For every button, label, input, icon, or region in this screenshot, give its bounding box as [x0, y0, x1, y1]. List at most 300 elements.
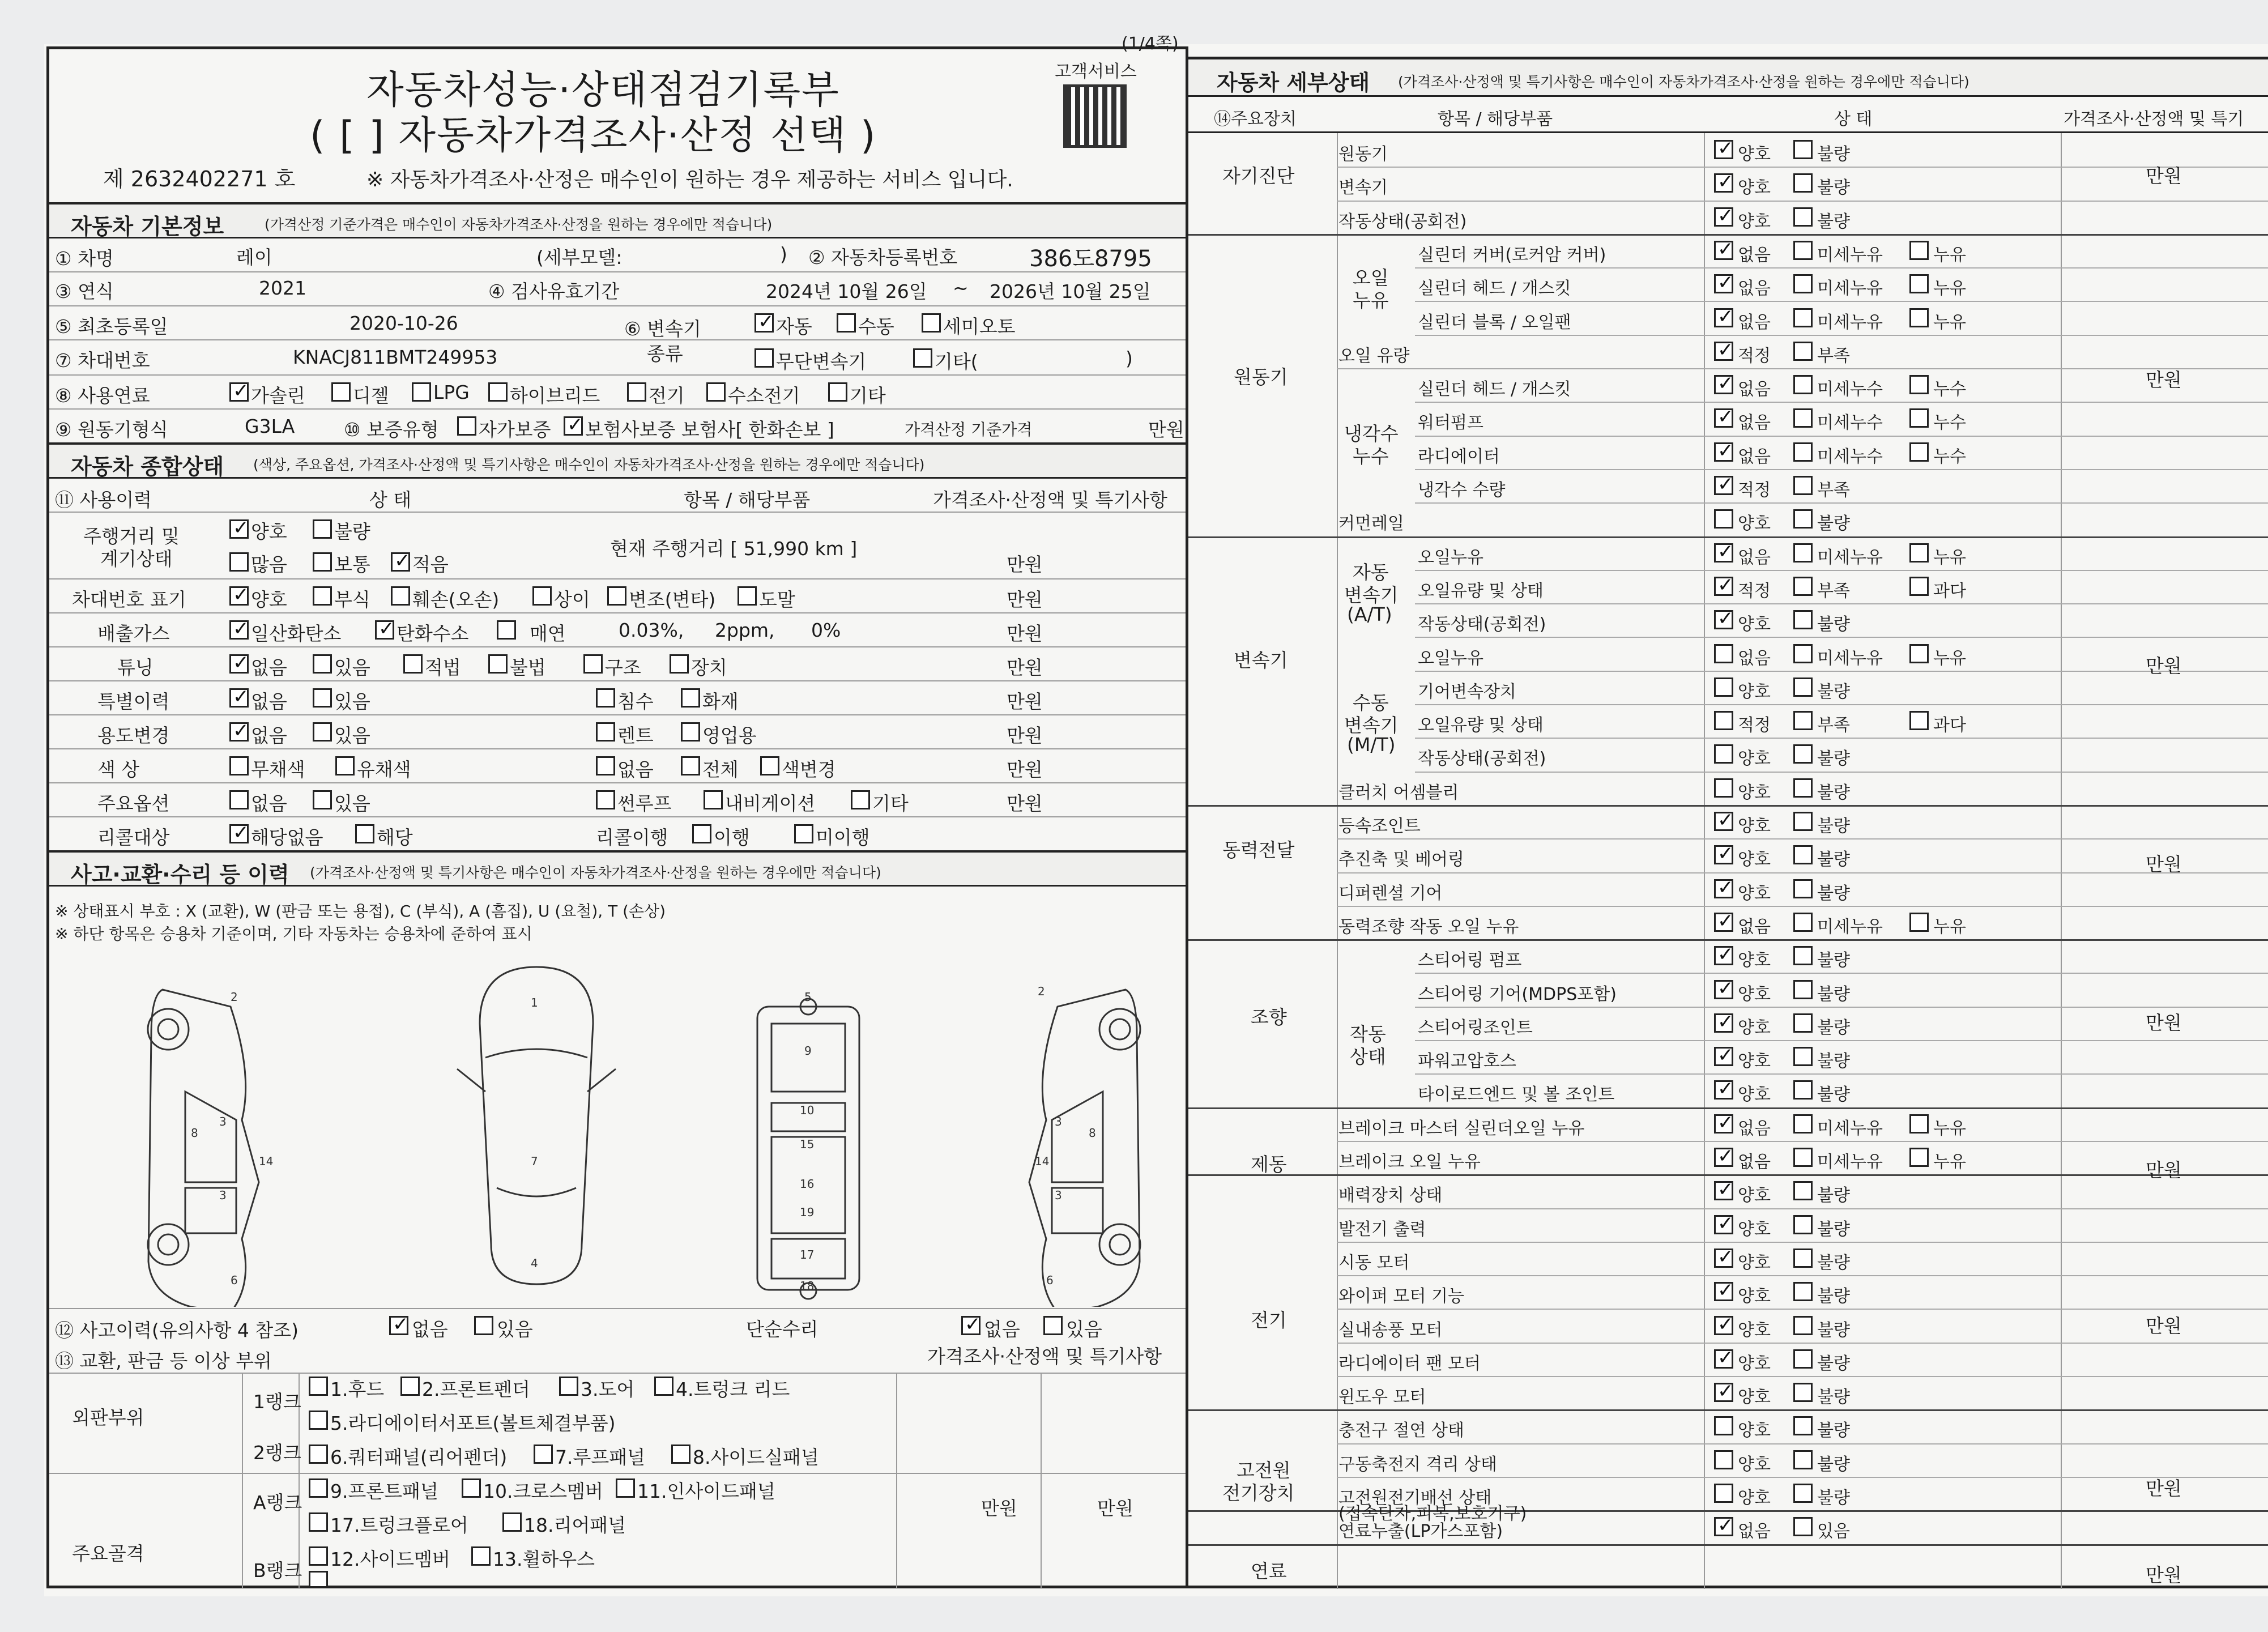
detail-option-checkbox[interactable] [1909, 241, 1929, 260]
color-change-label: 색변경 [782, 759, 836, 781]
detail-option-checkbox[interactable] [1714, 913, 1733, 932]
color-change-checkbox[interactable] [760, 756, 779, 775]
label-outer-panels: 외판부위 [72, 1407, 144, 1429]
recall-done-checkbox[interactable] [692, 824, 711, 843]
part-4-label: 4.트렁크 리드 [676, 1378, 790, 1400]
part-13-checkbox[interactable] [471, 1546, 491, 1566]
part-18-label: 18.리어패널 [524, 1514, 626, 1536]
tuning-device-label: 장치 [691, 657, 727, 679]
detail-option-label: 미세누유 [1817, 917, 1883, 937]
valid-from: 2024년 10월 26일 [766, 280, 927, 302]
detail-item-name: 와이퍼 모터 기능 [1338, 1286, 1464, 1307]
detail-row [1188, 201, 2268, 236]
page-label: (1/4쪽) [1122, 34, 1179, 54]
tuning-yes-checkbox[interactable] [313, 654, 332, 674]
business-checkbox[interactable] [681, 722, 700, 742]
detail-option-checkbox[interactable] [1714, 577, 1733, 596]
detail-option-checkbox[interactable] [1714, 140, 1733, 159]
tuning-legal-checkbox[interactable] [403, 654, 423, 674]
detail-option-checkbox[interactable] [1714, 711, 1733, 730]
special-price-unit: 만원 [1007, 691, 1043, 713]
detail-option-checkbox[interactable] [1793, 408, 1813, 428]
tuning-struct-checkbox[interactable] [583, 654, 603, 674]
detail-item-name: 작동상태(공회전) [1418, 749, 1546, 769]
trans-manual-checkbox[interactable] [837, 313, 856, 333]
detail-option-checkbox[interactable] [1793, 241, 1813, 260]
detail-option-checkbox[interactable] [1714, 946, 1733, 965]
detail-option-checkbox[interactable] [1714, 241, 1733, 260]
recall-notdone-checkbox[interactable] [794, 824, 813, 843]
repair-none-checkbox[interactable] [961, 1316, 980, 1335]
achromatic-checkbox[interactable] [229, 756, 249, 775]
detail-option-label: 양호 [1738, 1051, 1771, 1072]
options-other-checkbox[interactable] [851, 790, 870, 809]
fire-checkbox[interactable] [681, 688, 700, 708]
detail-option-checkbox[interactable] [1793, 342, 1813, 361]
detail-option-checkbox[interactable] [1909, 375, 1929, 394]
vin-altered-checkbox[interactable] [607, 586, 626, 606]
label-color: 색 상 [97, 759, 140, 781]
detail-option-checkbox[interactable] [1793, 1215, 1813, 1234]
detail-item-name: 라디에이터 [1418, 446, 1500, 467]
detail-option-checkbox[interactable] [1793, 1282, 1813, 1301]
detail-option-checkbox[interactable] [1714, 1517, 1733, 1536]
recall-na-checkbox[interactable] [229, 824, 249, 843]
warranty-self-checkbox[interactable] [457, 416, 476, 436]
detail-option-checkbox[interactable] [1793, 476, 1813, 495]
group-electrical: 전기 [1251, 1309, 1287, 1331]
row-first-reg [49, 305, 1186, 340]
vin-damage-checkbox[interactable] [391, 586, 410, 606]
recall-yes-checkbox[interactable] [355, 824, 374, 843]
detail-option-checkbox[interactable] [1793, 1148, 1813, 1167]
part-2-checkbox[interactable] [400, 1377, 420, 1396]
detail-option-checkbox[interactable] [1793, 913, 1813, 932]
detail-item-name: 원동기 [1338, 144, 1388, 164]
fuel-diesel-checkbox[interactable] [331, 382, 351, 402]
detail-option-checkbox[interactable] [1909, 308, 1929, 327]
detail-option-checkbox[interactable] [1909, 577, 1929, 596]
vin-diff-checkbox[interactable] [532, 586, 552, 606]
part-5-checkbox[interactable] [309, 1411, 328, 1430]
detail-option-label: 불량 [1817, 782, 1850, 803]
detail-option-checkbox[interactable] [1714, 744, 1733, 764]
detail-option-checkbox[interactable] [1714, 610, 1733, 629]
detail-row [1188, 1376, 2268, 1411]
part-1-checkbox[interactable] [309, 1377, 328, 1396]
detail-item-name: 실린더 헤드 / 개스킷 [1418, 279, 1571, 299]
color-none-checkbox[interactable] [596, 756, 615, 775]
warranty-insurer-label: 보험사보증 보험사[ 한화손보 ] [585, 419, 834, 441]
detail-option-checkbox[interactable] [1714, 1383, 1733, 1402]
detail-option-label: 양호 [1738, 1387, 1771, 1408]
detail-option-checkbox[interactable] [1793, 1450, 1813, 1469]
overall-title: 자동차 종합상태 [71, 454, 224, 479]
price-electrical: 만원 [2146, 1315, 2182, 1337]
detail-option-label: 누유 [1933, 1118, 1966, 1139]
trans-semi-checkbox[interactable] [922, 313, 941, 333]
detail-option-checkbox[interactable] [1714, 442, 1733, 462]
detail-option-checkbox[interactable] [1793, 1013, 1813, 1033]
fuel-hybrid-checkbox[interactable] [488, 382, 508, 402]
gauge-good-checkbox[interactable] [229, 519, 249, 539]
row-engine [49, 408, 1186, 442]
detail-option-checkbox[interactable] [1714, 1316, 1733, 1335]
detail-option-checkbox[interactable] [1714, 644, 1733, 663]
detail-option-label: 미세누유 [1817, 279, 1883, 299]
detail-option-checkbox[interactable] [1793, 375, 1813, 394]
fuel-hybrid-label: 하이브리드 [510, 385, 600, 407]
detail-row [1415, 536, 2268, 571]
detail-option-label: 불량 [1817, 1454, 1850, 1475]
detail-option-checkbox[interactable] [1793, 1383, 1813, 1402]
detail-item-name: 실린더 커버(로커암 커버) [1418, 245, 1606, 265]
detail-option-checkbox[interactable] [1793, 677, 1813, 697]
detail-option-checkbox[interactable] [1909, 644, 1929, 663]
mileage-normal-checkbox[interactable] [313, 552, 332, 572]
detail-option-label: 미세누수 [1817, 446, 1883, 467]
accident-yes-checkbox[interactable] [474, 1316, 493, 1335]
tuning-device-checkbox[interactable] [670, 654, 689, 674]
detail-option-checkbox[interactable] [1793, 980, 1813, 999]
sub-mt-3: (M/T) [1347, 734, 1396, 756]
detail-option-label: 양호 [1738, 1454, 1771, 1475]
sub-oil-leak-1: 오일 [1353, 267, 1389, 289]
part-8-checkbox[interactable] [671, 1444, 690, 1464]
recall-notdone-label: 미이행 [816, 826, 870, 849]
detail-option-checkbox[interactable] [1714, 879, 1733, 898]
row-year [49, 271, 1186, 306]
svg-text:8: 8 [191, 1126, 198, 1140]
flood-checkbox[interactable] [596, 688, 615, 708]
label-transmission: ⑥ 변속기 [624, 318, 701, 340]
detail-option-checkbox[interactable] [1714, 1148, 1733, 1167]
detail-option-label: 누유 [1933, 917, 1966, 937]
color-price-unit: 만원 [1007, 759, 1043, 781]
detail-option-checkbox[interactable] [1909, 1148, 1929, 1167]
hc-checkbox[interactable] [375, 620, 394, 640]
detail-note: (가격조사·산정액 및 특기사항은 매수인이 자동차가격조사·산정을 원하는 경우에만 적습니다) [1398, 74, 1969, 90]
gauge-bad-checkbox[interactable] [313, 519, 332, 539]
fuel-ev-checkbox[interactable] [627, 382, 646, 402]
label-simple-repair: 단순수리 [746, 1318, 818, 1340]
detail-option-checkbox[interactable] [1793, 1248, 1813, 1268]
repair-none-label: 없음 [984, 1318, 1020, 1340]
options-yes-checkbox[interactable] [313, 790, 332, 809]
detail-option-checkbox[interactable] [1793, 1114, 1813, 1134]
group-high-voltage-2: 전기장치 [1222, 1482, 1295, 1504]
label-first-reg: ⑤ 최초등록일 [55, 316, 168, 338]
detail-option-label: 누유 [1933, 648, 1966, 668]
detail-option-checkbox[interactable] [1714, 1349, 1733, 1369]
group-steering: 조향 [1251, 1006, 1287, 1028]
detail-option-checkbox[interactable] [1793, 778, 1813, 798]
vin-rust-checkbox[interactable] [313, 586, 332, 606]
detail-option-checkbox[interactable] [1793, 1316, 1813, 1335]
row-mileage [49, 512, 1186, 579]
detail-option-label: 부족 [1817, 346, 1850, 366]
detail-option-checkbox[interactable] [1714, 207, 1733, 227]
detail-option-checkbox[interactable] [1793, 644, 1813, 663]
navi-label: 내비게이션 [725, 792, 816, 815]
detail-row [1188, 906, 2268, 941]
detail-option-label: 불량 [1817, 749, 1850, 769]
detail-option-checkbox[interactable] [1714, 980, 1733, 999]
detail-option-checkbox[interactable] [1714, 1181, 1733, 1200]
sunroof-label: 썬루프 [617, 792, 672, 815]
row-accident-history [49, 1308, 1186, 1342]
detail-option-label: 양호 [1738, 1252, 1771, 1273]
warranty-insurer-checkbox[interactable] [564, 416, 583, 436]
detail-option-label: 불량 [1817, 1286, 1850, 1307]
detail-item-name: 실린더 블록 / 오일팬 [1418, 312, 1571, 333]
svg-text:19: 19 [800, 1205, 815, 1219]
detail-option-checkbox[interactable] [1909, 711, 1929, 730]
part-18-checkbox[interactable] [502, 1512, 522, 1532]
detail-option-label: 불량 [1817, 1051, 1850, 1072]
repair-yes-checkbox[interactable] [1043, 1316, 1063, 1335]
detail-row [1415, 402, 2268, 436]
row-vin [49, 339, 1186, 376]
detail-option-checkbox[interactable] [1793, 543, 1813, 563]
trans-cvt-checkbox[interactable] [754, 348, 774, 368]
recall-yes-label: 해당 [377, 826, 413, 849]
part-9-checkbox[interactable] [309, 1478, 328, 1498]
plate-number: 386도8795 [1029, 246, 1152, 272]
detail-option-checkbox[interactable] [1793, 845, 1813, 864]
detail-option-checkbox[interactable] [1793, 1484, 1813, 1503]
detail-item-name: 동력조향 작동 오일 누유 [1338, 917, 1519, 937]
detail-option-checkbox[interactable] [1909, 1114, 1929, 1134]
detail-option-checkbox[interactable] [1714, 342, 1733, 361]
detail-option-checkbox[interactable] [1714, 1416, 1733, 1435]
detail-item-name: 배력장치 상태 [1338, 1186, 1443, 1206]
fuel-lpg-label: LPG [433, 381, 470, 403]
options-none-checkbox[interactable] [229, 790, 249, 809]
detail-option-label: 불량 [1817, 951, 1850, 971]
emission-price-unit: 만원 [1007, 623, 1043, 645]
price-self-diag: 만원 [2146, 165, 2182, 187]
fuel-lpg-checkbox[interactable] [412, 382, 431, 402]
svg-text:7: 7 [531, 1154, 538, 1168]
flood-label: 침수 [617, 691, 654, 713]
detail-option-label: 적정 [1738, 480, 1771, 500]
detail-option-checkbox[interactable] [1909, 442, 1929, 462]
part-12-checkbox[interactable] [309, 1546, 328, 1566]
detail-option-checkbox[interactable] [1793, 140, 1813, 159]
rank-a: A랭크 [253, 1492, 302, 1514]
color-full-checkbox[interactable] [681, 756, 700, 775]
detail-option-checkbox[interactable] [1793, 1416, 1813, 1435]
detail-option-checkbox[interactable] [1714, 543, 1733, 563]
part-14-checkbox[interactable] [309, 1571, 328, 1588]
detail-option-checkbox[interactable] [1909, 913, 1929, 932]
smoke-checkbox[interactable] [497, 620, 516, 640]
usage-yes-label: 있음 [334, 725, 370, 747]
trans-other-checkbox[interactable] [913, 348, 932, 368]
group-transmission: 변속기 [1234, 649, 1288, 671]
detail-option-checkbox[interactable] [1793, 744, 1813, 764]
detail-option-checkbox[interactable] [1793, 274, 1813, 293]
detail-option-checkbox[interactable] [1714, 845, 1733, 864]
detail-item-name: 등속조인트 [1338, 816, 1421, 836]
detail-option-checkbox[interactable] [1714, 173, 1733, 193]
detail-option-checkbox[interactable] [1793, 879, 1813, 898]
detail-option-checkbox[interactable] [1714, 1047, 1733, 1066]
detail-option-checkbox[interactable] [1793, 1181, 1813, 1200]
detail-option-checkbox[interactable] [1793, 1517, 1813, 1536]
detail-option-checkbox[interactable] [1714, 812, 1733, 831]
co-checkbox[interactable] [229, 620, 249, 640]
svg-text:3: 3 [1055, 1188, 1062, 1202]
usage-yes-checkbox[interactable] [313, 722, 332, 742]
detail-option-checkbox[interactable] [1714, 274, 1733, 293]
svg-text:10: 10 [800, 1103, 815, 1117]
fuel-gasoline-checkbox[interactable] [229, 382, 249, 402]
part-11-label: 11.인사이드패널 [637, 1480, 775, 1502]
detail-option-checkbox[interactable] [1909, 543, 1929, 563]
detail-option-checkbox[interactable] [1714, 1484, 1733, 1503]
detail-option-checkbox[interactable] [1793, 442, 1813, 462]
detail-option-checkbox[interactable] [1909, 408, 1929, 428]
detail-item-name: 오일 유량 [1338, 346, 1410, 366]
detail-option-checkbox[interactable] [1714, 1080, 1733, 1100]
fuel-other-checkbox[interactable] [828, 382, 847, 402]
col-status: 상 태 [369, 489, 412, 511]
detail-option-checkbox[interactable] [1793, 812, 1813, 831]
part-3-checkbox[interactable] [559, 1377, 578, 1396]
mileage-few-checkbox[interactable] [391, 552, 410, 572]
mileage-many-checkbox[interactable] [229, 552, 249, 572]
detail-option-checkbox[interactable] [1793, 1047, 1813, 1066]
detail-option-checkbox[interactable] [1714, 476, 1733, 495]
special-yes-label: 있음 [334, 691, 370, 713]
label-vin: ⑦ 차대번호 [55, 350, 150, 372]
detail-option-label: 없음 [1738, 917, 1771, 937]
detail-option-label: 누유 [1933, 245, 1966, 265]
svg-text:3: 3 [219, 1115, 227, 1128]
svg-text:15: 15 [800, 1137, 815, 1151]
detail-item-name: 오일유량 및 상태 [1418, 715, 1544, 736]
achromatic-label: 무채색 [251, 759, 305, 781]
detail-option-checkbox[interactable] [1793, 207, 1813, 227]
sunroof-checkbox[interactable] [596, 790, 615, 809]
special-none-label: 없음 [251, 691, 287, 713]
fuel-hydrogen-checkbox[interactable] [706, 382, 726, 402]
part-4-checkbox[interactable] [654, 1377, 673, 1396]
detail-option-checkbox[interactable] [1714, 509, 1733, 529]
tuning-illegal-checkbox[interactable] [488, 654, 508, 674]
sub-mt-1: 수동 [1353, 692, 1389, 714]
svg-text:3: 3 [1055, 1115, 1062, 1128]
rent-checkbox[interactable] [596, 722, 615, 742]
chromatic-checkbox[interactable] [335, 756, 355, 775]
qr-code-icon[interactable] [1063, 84, 1127, 148]
svg-text:6: 6 [231, 1273, 238, 1287]
detail-row [1337, 1409, 2268, 1444]
detail-option-checkbox[interactable] [1793, 946, 1813, 965]
detail-option-label: 적정 [1738, 715, 1771, 736]
special-yes-checkbox[interactable] [313, 688, 332, 708]
detail-item-name: 추진축 및 베어링 [1338, 850, 1464, 870]
hc-value: 2ppm, [715, 619, 775, 641]
part-6-checkbox[interactable] [309, 1444, 328, 1464]
label-abnormal-parts: ⑬ 교환, 판금 등 이상 부위 [55, 1350, 272, 1372]
vin-good-checkbox[interactable] [229, 586, 249, 606]
tuning-none-checkbox[interactable] [229, 654, 249, 674]
part-17-checkbox[interactable] [309, 1512, 328, 1532]
detail-option-checkbox[interactable] [1714, 1282, 1733, 1301]
detail-option-label: 불량 [1817, 1252, 1850, 1273]
vin-painted-checkbox[interactable] [737, 586, 757, 606]
detail-row [1337, 1443, 2268, 1478]
trans-auto-checkbox[interactable] [754, 313, 774, 333]
detail-option-checkbox[interactable] [1793, 711, 1813, 730]
detail-option-checkbox[interactable] [1714, 1248, 1733, 1268]
detail-option-checkbox[interactable] [1714, 1114, 1733, 1134]
detail-option-label: 양호 [1738, 1421, 1771, 1441]
detail-option-checkbox[interactable] [1714, 408, 1733, 428]
part-11-checkbox[interactable] [616, 1478, 635, 1498]
right-panel [1188, 57, 2268, 1588]
detail-option-checkbox[interactable] [1793, 509, 1813, 529]
group-high-voltage-1: 고전원 [1237, 1459, 1291, 1481]
accident-none-checkbox[interactable] [389, 1316, 408, 1335]
business-label: 영업용 [702, 725, 757, 747]
label-usage-change: 용도변경 [97, 725, 170, 747]
detail-row [1415, 603, 2268, 638]
part-7-checkbox[interactable] [534, 1444, 553, 1464]
detail-item-name: 오일누유 [1418, 547, 1483, 568]
sub-coolant-2: 누수 [1353, 445, 1389, 467]
detail-option-label: 적정 [1738, 346, 1771, 366]
part-10-checkbox[interactable] [462, 1478, 481, 1498]
detail-option-checkbox[interactable] [1714, 1215, 1733, 1234]
detail-row [1337, 805, 2268, 840]
label-car-name: ① 차명 [55, 248, 114, 270]
navi-checkbox[interactable] [704, 790, 723, 809]
detail-option-checkbox[interactable] [1793, 1080, 1813, 1100]
detail-option-label: 미세누유 [1817, 312, 1883, 333]
part-17-label: 17.트렁크플로어 [330, 1514, 468, 1536]
part-1-label: 1.후드 [330, 1378, 385, 1400]
detail-option-checkbox[interactable] [1714, 677, 1733, 697]
detail-option-checkbox[interactable] [1793, 577, 1813, 596]
detail-option-checkbox[interactable] [1714, 778, 1733, 798]
detail-option-checkbox[interactable] [1909, 274, 1929, 293]
detail-option-label: 불량 [1817, 1353, 1850, 1374]
detail-option-checkbox[interactable] [1714, 375, 1733, 394]
detail-option-checkbox[interactable] [1793, 610, 1813, 629]
special-none-checkbox[interactable] [229, 688, 249, 708]
detail-option-label: 누유 [1933, 279, 1966, 299]
usage-none-checkbox[interactable] [229, 722, 249, 742]
detail-option-label: 양호 [1738, 816, 1771, 836]
group-power-train: 동력전달 [1222, 839, 1295, 861]
detail-item-name: 브레이크 마스터 실린더오일 누유 [1338, 1118, 1585, 1139]
detail-row [1415, 637, 2268, 672]
detail-option-checkbox[interactable] [1714, 1013, 1733, 1033]
detail-option-checkbox[interactable] [1793, 1349, 1813, 1369]
detail-option-label: 양호 [1738, 615, 1771, 635]
detail-option-checkbox[interactable] [1714, 308, 1733, 327]
vin-price-unit: 만원 [1007, 589, 1043, 611]
detail-option-checkbox[interactable] [1793, 173, 1813, 193]
detail-option-checkbox[interactable] [1793, 308, 1813, 327]
detail-option-checkbox[interactable] [1714, 1450, 1733, 1469]
accident-header [49, 850, 1186, 887]
accident-title: 사고·교환·수리 등 이력 [71, 862, 289, 887]
